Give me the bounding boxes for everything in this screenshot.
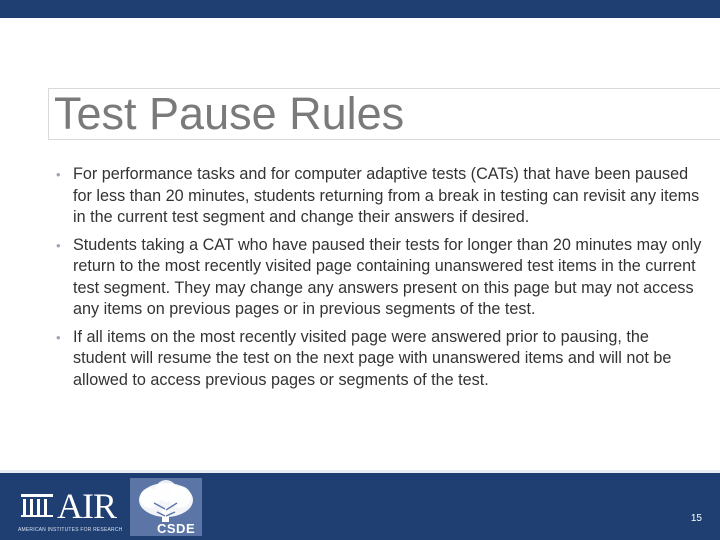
top-header-bar — [0, 0, 720, 18]
bullet-marker: • — [56, 237, 61, 253]
building-columns-icon — [20, 492, 54, 518]
bullet-marker: • — [56, 167, 61, 182]
csde-logo — [130, 478, 202, 536]
bullet-text: For performance tasks and for computer adaptive tests (CATs) that have been paused for less than 20 minutes, students returning from a break in testing can revisit any items in the current test segment and change their answers if desired. — [73, 165, 700, 226]
csde-logo-text: CSDE — [157, 521, 196, 536]
bullet-text: If all items on the most recently visited page were answered prior to pausing, the student will resume the test on the next page with unanswered items and will not be allowed to access previous pages or segments of the test. — [73, 327, 672, 389]
bullet-text: Students taking a CAT who have paused their tests for longer than 20 minutes may only return to the most recently visited page containing unanswered test items in the current test segment. They may change any answers present on this page but may not access any items on previous pages or in previous segments of the test. — [73, 235, 702, 318]
bullet-marker: • — [56, 329, 61, 345]
bullet-item — [56, 235, 704, 321]
air-logo-subtext: AMERICAN INSTITUTES FOR RESEARCH — [18, 527, 123, 533]
bullet-item — [56, 327, 704, 392]
page-number: 15 — [690, 513, 702, 524]
air-logo — [12, 482, 124, 532]
bullet-item — [56, 164, 704, 229]
bullet-list — [56, 164, 704, 397]
slide-footer — [0, 470, 720, 540]
air-logo-text: AIR — [57, 486, 116, 526]
slide-title: Test Pause Rules — [54, 88, 405, 139]
footer-divider — [0, 470, 720, 473]
